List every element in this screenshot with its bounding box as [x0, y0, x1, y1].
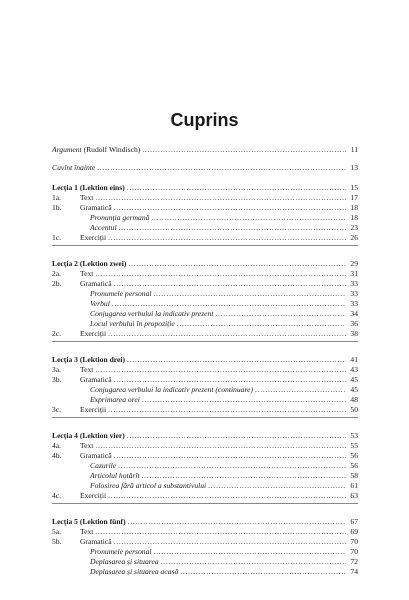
toc-page-number: 55	[350, 441, 358, 450]
toc-entry-label: Articolul hotărît	[90, 471, 140, 480]
toc-entry-label: Lecția 1 (Lektion eins)	[52, 183, 125, 192]
toc-entry[interactable]	[52, 193, 358, 203]
dot-leader	[151, 213, 346, 223]
toc-page-number: 17	[350, 193, 358, 202]
dot-leader	[95, 527, 346, 537]
toc-entry[interactable]	[52, 395, 358, 405]
toc-page-number: 56	[350, 451, 358, 460]
toc-page-number: 18	[350, 203, 358, 212]
toc-entry-label: Exerciții	[80, 405, 107, 414]
toc-page-number: 74	[350, 567, 358, 576]
toc-entry[interactable]	[52, 461, 358, 471]
toc-entry-number: 3c.	[52, 405, 62, 414]
dot-leader	[114, 203, 346, 213]
toc-entry-label: Conjugarea verbului la indicativ prezent	[90, 309, 214, 318]
dot-leader	[142, 395, 346, 405]
toc-entry[interactable]	[52, 299, 358, 309]
dot-leader	[95, 365, 346, 375]
toc-entry[interactable]	[52, 309, 358, 319]
toc-entry-number: 3b.	[52, 375, 62, 384]
toc-page-number: 11	[350, 145, 358, 154]
dot-leader	[119, 223, 346, 233]
toc-entry-label: Text	[80, 365, 94, 374]
toc-lesson-entry[interactable]	[52, 431, 358, 441]
toc-page-number: 33	[350, 279, 358, 288]
toc-entry[interactable]	[52, 527, 358, 537]
toc-entry-label: Pronunția germană	[90, 213, 150, 222]
dot-leader	[177, 319, 346, 329]
toc-page-number: 23	[350, 223, 358, 232]
dot-leader	[154, 547, 346, 557]
section-divider	[52, 417, 358, 418]
toc-lesson-entry[interactable]	[52, 355, 358, 365]
dot-leader	[108, 405, 346, 415]
toc-page-number: 61	[350, 481, 358, 490]
toc-entry-label: Lecția 3 (Lektion drei)	[52, 355, 126, 364]
toc-entry[interactable]	[52, 385, 358, 395]
toc-page-number: 33	[350, 299, 358, 308]
toc-entry-label: Cazurile	[90, 461, 117, 470]
dot-leader	[108, 491, 346, 501]
toc-page-number: 67	[350, 517, 358, 526]
toc-entry-number: 2b.	[52, 279, 62, 288]
toc-entry-label: Gramatică	[80, 537, 112, 546]
toc-entry-label: Deplasarea și situarea	[90, 557, 159, 566]
toc-entry-label: Text	[80, 527, 94, 536]
toc-entry[interactable]	[52, 329, 358, 339]
toc-entry-label: Conjugarea verbului la indicativ prezent (continuare)	[90, 385, 254, 394]
toc-entry-label: Folosirea fără articol a substantivului	[90, 481, 207, 490]
toc-entry[interactable]	[52, 471, 358, 481]
toc-lesson-entry[interactable]	[52, 517, 358, 527]
toc-page-number: 15	[350, 183, 358, 192]
toc-page-number: 70	[350, 537, 358, 546]
toc-entry-label: Accentul	[90, 223, 117, 232]
dot-leader	[161, 557, 346, 567]
toc-entry[interactable]	[52, 557, 358, 567]
dot-leader	[127, 431, 346, 441]
toc-page-number: 53	[350, 431, 358, 440]
toc-entry[interactable]	[52, 233, 358, 243]
toc-page-number: 56	[350, 461, 358, 470]
toc-entry-label: Pronumele personal	[90, 547, 152, 556]
toc-entry-number: 2c.	[52, 329, 62, 338]
dot-leader	[180, 567, 346, 577]
toc-page-number: 48	[350, 395, 358, 404]
toc-entry[interactable]	[52, 567, 358, 577]
dot-leader	[142, 471, 346, 481]
toc-page-number: 33	[350, 289, 358, 298]
toc-entry[interactable]	[52, 365, 358, 375]
section-divider	[52, 341, 358, 342]
toc-entry-number: 2a.	[52, 269, 62, 278]
toc-entry[interactable]	[52, 279, 358, 289]
toc-entry-number: 4b.	[52, 451, 62, 460]
toc-entry[interactable]	[52, 145, 358, 155]
toc-entry[interactable]	[52, 537, 358, 547]
toc-entry-label: Gramatică	[80, 451, 112, 460]
toc-page-number: 43	[350, 365, 358, 374]
toc-entry-label: Gramatică	[80, 375, 112, 384]
dot-leader	[118, 461, 346, 471]
toc-page-number: 36	[350, 319, 358, 328]
dot-leader	[255, 385, 346, 395]
dot-leader	[215, 309, 346, 319]
dot-leader	[114, 375, 346, 385]
dot-leader	[128, 259, 346, 269]
dot-leader	[128, 517, 346, 527]
toc-page-number: 29	[350, 259, 358, 268]
toc-entry-label: Argument (Rudolf Windisch)	[52, 145, 141, 154]
toc-page-number: 50	[350, 405, 358, 414]
toc-page-number: 72	[350, 557, 358, 566]
toc-entry-number: 5a.	[52, 527, 62, 536]
toc-entry[interactable]	[52, 547, 358, 557]
toc-page-number: 45	[350, 375, 358, 384]
toc-page-number: 38	[350, 329, 358, 338]
dot-leader	[142, 145, 346, 155]
dot-leader	[114, 537, 346, 547]
toc-page-number: 63	[350, 491, 358, 500]
toc-entry-label: Deplasarea și situarea acasă	[90, 567, 179, 576]
toc-entry[interactable]	[52, 441, 358, 451]
toc-entry-label: Verbul	[90, 299, 110, 308]
dot-leader	[208, 481, 346, 491]
toc-entry-label: Pronumele personal	[90, 289, 152, 298]
toc-entry[interactable]	[52, 223, 358, 233]
dot-leader	[95, 269, 346, 279]
toc-entry[interactable]	[52, 163, 358, 173]
toc-entry-label: Exprimarea orei	[90, 395, 140, 404]
dot-leader	[154, 289, 346, 299]
toc-entry-label: Exerciții	[80, 329, 107, 338]
toc-entry-number: 5b.	[52, 537, 62, 546]
toc-entry[interactable]	[52, 213, 358, 223]
toc-lesson-entry[interactable]	[52, 259, 358, 269]
toc-entry-number: 3a.	[52, 365, 62, 374]
toc-entry[interactable]	[52, 269, 358, 279]
toc-entry[interactable]	[52, 319, 358, 329]
toc-entry-label: Exerciții	[80, 233, 107, 242]
toc-entry-number: 1b.	[52, 203, 62, 212]
toc-entry-label: Lecția 5 (Lektion fünf)	[52, 517, 126, 526]
section-divider	[52, 245, 358, 246]
toc-entry-label: Text	[80, 441, 94, 450]
toc-entry[interactable]	[52, 375, 358, 385]
dot-leader	[112, 299, 346, 309]
toc-page-number: 26	[350, 233, 358, 242]
toc-entry-label: Lecția 4 (Lektion vier)	[52, 431, 125, 440]
dot-leader	[108, 233, 346, 243]
toc-entry-number: 1a.	[52, 193, 62, 202]
dot-leader	[127, 183, 346, 193]
toc-entry-label: Cuvînt înainte	[52, 163, 96, 172]
toc-page-number: 69	[350, 527, 358, 536]
toc-page-number: 58	[350, 471, 358, 480]
toc-entry[interactable]	[52, 481, 358, 491]
section-divider	[52, 503, 358, 504]
toc-entry[interactable]	[52, 451, 358, 461]
toc-page-number: 18	[350, 213, 358, 222]
toc-entry-number: 1c.	[52, 233, 62, 242]
toc-entry-label: Gramatică	[80, 203, 112, 212]
toc-page-number: 41	[350, 355, 358, 364]
dot-leader	[114, 451, 346, 461]
toc-entry-label: Text	[80, 269, 94, 278]
toc-page-number: 34	[350, 309, 358, 318]
toc-entry[interactable]	[52, 289, 358, 299]
dot-leader	[127, 355, 346, 365]
toc-page-number: 13	[350, 163, 358, 172]
toc-entry-label: Locul verbului în propoziție	[90, 319, 175, 328]
toc-entry[interactable]	[52, 491, 358, 501]
toc-entry-number: 4c.	[52, 491, 62, 500]
dot-leader	[108, 329, 346, 339]
dot-leader	[114, 279, 346, 289]
dot-leader	[95, 441, 346, 451]
dot-leader	[97, 163, 346, 173]
toc-entry-number: 4a.	[52, 441, 62, 450]
toc-entry-label: Text	[80, 193, 94, 202]
toc-page-number: 45	[350, 385, 358, 394]
toc-lesson-entry[interactable]	[52, 183, 358, 193]
toc-entry[interactable]	[52, 405, 358, 415]
toc-page-number: 31	[350, 269, 358, 278]
toc-page-number: 70	[350, 547, 358, 556]
toc-entry-label: Gramatică	[80, 279, 112, 288]
toc-entry[interactable]	[52, 203, 358, 213]
toc-entry-label: Lecția 2 (Lektion zwei)	[52, 259, 127, 268]
toc-entry-label: Exerciții	[80, 491, 107, 500]
dot-leader	[95, 193, 346, 203]
page-title: Cuprins	[170, 110, 239, 130]
